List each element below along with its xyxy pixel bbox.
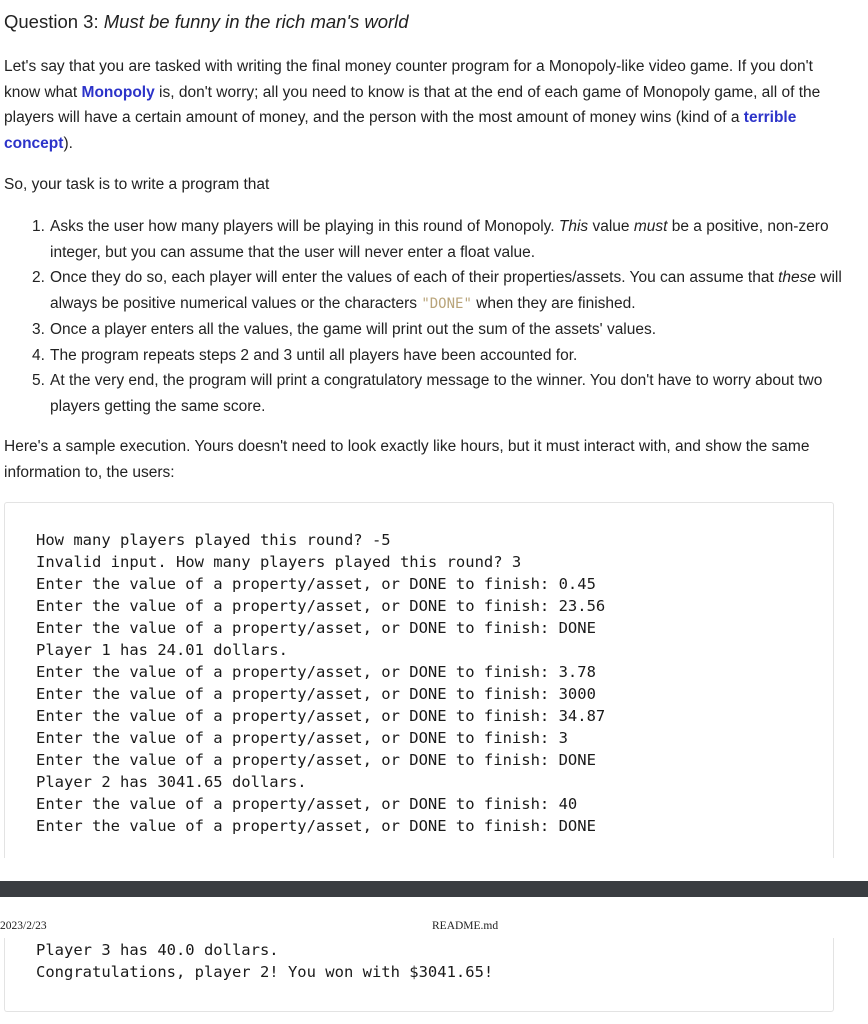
intro-text-1: Let's say that you are tasked with writing the final money counter program for a Monopoly-like video game. If you don't know what [4,58,813,101]
step-number: 2. [32,269,45,286]
page-header-filename: README.md [432,920,499,932]
monopoly-link[interactable]: Monopoly [81,83,155,101]
code-block [4,502,834,858]
step-text: will always be positive numerical values or the characters [50,269,842,312]
task-intro: So, your task is to write a program that [4,176,270,193]
step-emphasis: must [633,218,668,235]
step-number: 3. [32,321,45,338]
step-text: Asks the user how many players will be playing in this round of Monopoly. [50,218,559,235]
step-item [0,343,850,369]
sample-output-part-2: Player 3 has 40.0 dollars. Congratulations, player 2! You won with $3041.65! [36,941,494,981]
step-emphasis: This [558,218,589,235]
step-number: 1. [32,218,45,235]
question-title: Must be funny in the rich man's world [103,11,409,32]
step-text: when they are finished. [471,294,636,312]
step-text: At the very end, the program will print a congratulatory message to the winner. You don't have to worry about two players getting the same score. [50,372,823,415]
sample-output-part-1: How many players played this round? -5 Invalid input. How many players played this round? 3 Enter the value of a property/asset, or DONE to finish: 0.45 Enter the value of a property/asset, or DONE to finish: 23.56 Enter the value of a property/asset, or DONE to finish: DONE Player 1 has 24.01 dollars. Enter the value of a property/asset, or DONE to finish: 3.78 Enter the value of a property/asset, or DONE to finish: 3000 Enter the value of a property/asset, or DONE to finish: 34.87 Enter the value of a property/asset, or DONE to finish: 3 Enter the value of a property/asset, or DONE to finish: DONE Player 2 has 3041.65 dollars. Enter the value of a property/asset, or DONE to finish: 40 Enter the value of a property/asset, or DONE to finish: DONE [36,531,606,835]
intro-text-3: ). [63,134,73,152]
step-text: Once a player enters all the values, the game will print out the sum of the assets' values. [50,321,657,338]
steps-list [0,214,850,419]
step-item [0,368,850,419]
step-item [0,265,850,317]
step-text: be a positive, non-zero integer, but you can assume that the user will never enter a float value. [50,218,829,261]
intro-text-2: is, don't worry; all you need to know is that at the end of each game of Monopoly game, all of the players will have a certain amount of money, and the person with the most amount of money wins (kind of a [4,83,821,126]
inline-code-done: "DONE" [421,295,472,312]
step-number: 5. [32,372,45,389]
question-heading [4,10,409,34]
step-text: Once they do so, each player will enter the values of each of their properties/assets. You can assume that [50,269,779,286]
step-emphasis: these [778,269,816,286]
page-header-date: 2023/2/23 [0,920,47,932]
sample-intro: Here's a sample execution. Yours doesn't need to look exactly like hours, but it must interact with, and show the same information to, the users: [4,438,810,481]
step-item [0,214,850,265]
code-block-continued [4,938,834,1012]
intro-paragraph [4,54,844,156]
step-number: 4. [32,346,45,364]
terrible-concept-link[interactable]: terrible concept [4,109,797,152]
step-text: The program repeats steps 2 and 3 until all players have been accounted for. [50,346,578,364]
step-text: value [588,218,634,235]
question-prefix: Question 3: [4,11,104,32]
step-item [0,317,850,343]
page-break-divider [0,881,868,897]
